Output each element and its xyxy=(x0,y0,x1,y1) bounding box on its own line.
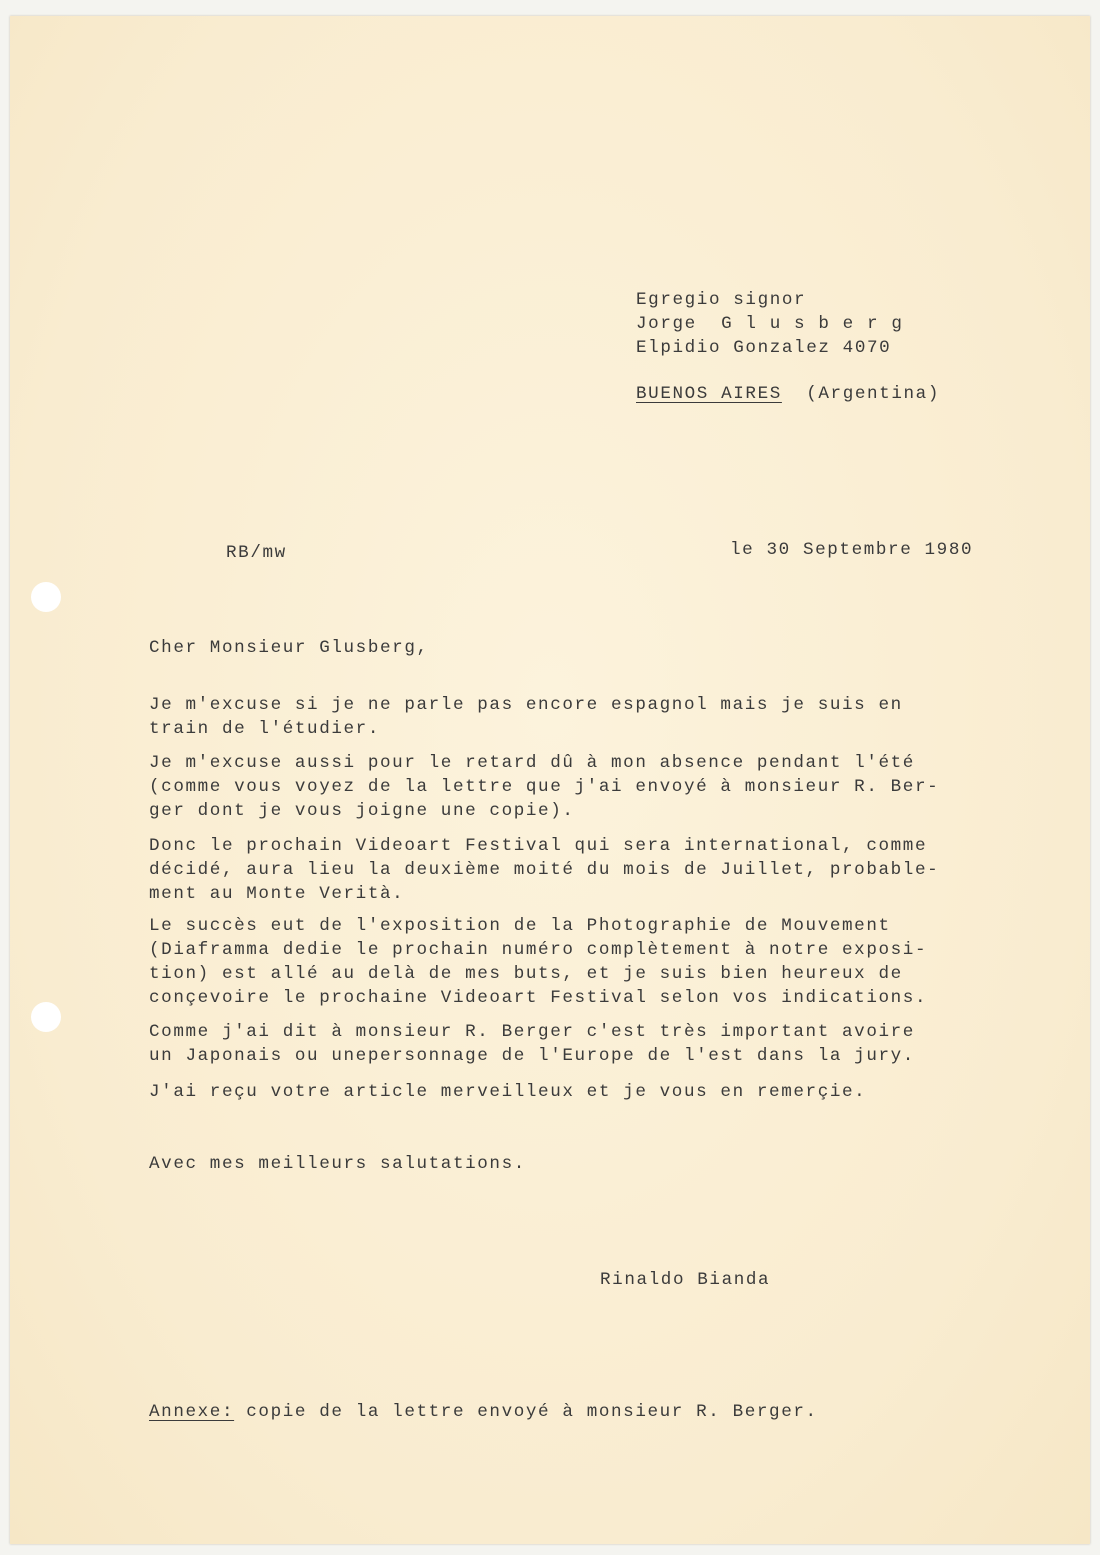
punch-hole-top xyxy=(31,582,61,612)
annex-line xyxy=(149,1400,818,1424)
body-line: un Japonais ou unepersonnage de l'Europe de l'est dans la jury. xyxy=(149,1046,915,1066)
signature: Rinaldo Bianda xyxy=(600,1270,771,1290)
body-line: J'ai reçu votre article merveilleux et je vous en remerçie. xyxy=(149,1082,867,1102)
body-line: Je m'excuse si je ne parle pas encore espagnol mais je suis en xyxy=(149,695,903,715)
greeting: Cher Monsieur Glusberg, xyxy=(149,638,429,658)
recipient-city: BUENOS AIRES xyxy=(636,384,782,404)
body-line: Le succès eut de l'exposition de la Photographie de Mouvement xyxy=(149,916,891,936)
letter-date: le 30 Septembre 1980 xyxy=(730,540,974,560)
annex-label: Annexe: xyxy=(149,1402,235,1422)
body-line: tion) est allé au delà de mes buts, et je suis bien heureux de xyxy=(149,964,903,984)
recipient-country: (Argentina) xyxy=(806,384,940,404)
body-line: Donc le prochain Videoart Festival qui sera international, comme xyxy=(149,836,928,856)
body-line: (Diaframma dedie le prochain numéro complètement à notre exposi- xyxy=(149,940,928,960)
body-line: décidé, aura lieu la deuxième moité du mois de Juillet, probable- xyxy=(149,860,940,880)
recipient-salutation: Egregio signor xyxy=(636,290,807,310)
body-line: Comme j'ai dit à monsieur R. Berger c'est très important avoire xyxy=(149,1022,915,1042)
punch-hole-bottom xyxy=(31,1002,61,1032)
recipient-city-line xyxy=(636,382,940,406)
body-line: ment au Monte Verità. xyxy=(149,884,405,904)
body-line: train de l'étudier. xyxy=(149,719,381,739)
recipient-name: Jorge G l u s b e r g xyxy=(636,314,904,334)
body-line: conçevoire le prochaine Videoart Festival selon vos indications. xyxy=(149,988,928,1008)
reference-code: RB/mw xyxy=(226,543,287,563)
body-line: ger dont je vous joigne une copie). xyxy=(149,801,575,821)
closing: Avec mes meilleurs salutations. xyxy=(149,1154,526,1174)
recipient-street: Elpidio Gonzalez 4070 xyxy=(636,338,892,358)
body-line: Je m'excuse aussi pour le retard dû à mon absence pendant l'été xyxy=(149,753,915,773)
letter-page xyxy=(10,16,1090,1544)
annex-text: copie de la lettre envoyé à monsieur R. Berger. xyxy=(234,1402,818,1422)
body-line: (comme vous voyez de la lettre que j'ai envoyé à monsieur R. Ber- xyxy=(149,777,940,797)
